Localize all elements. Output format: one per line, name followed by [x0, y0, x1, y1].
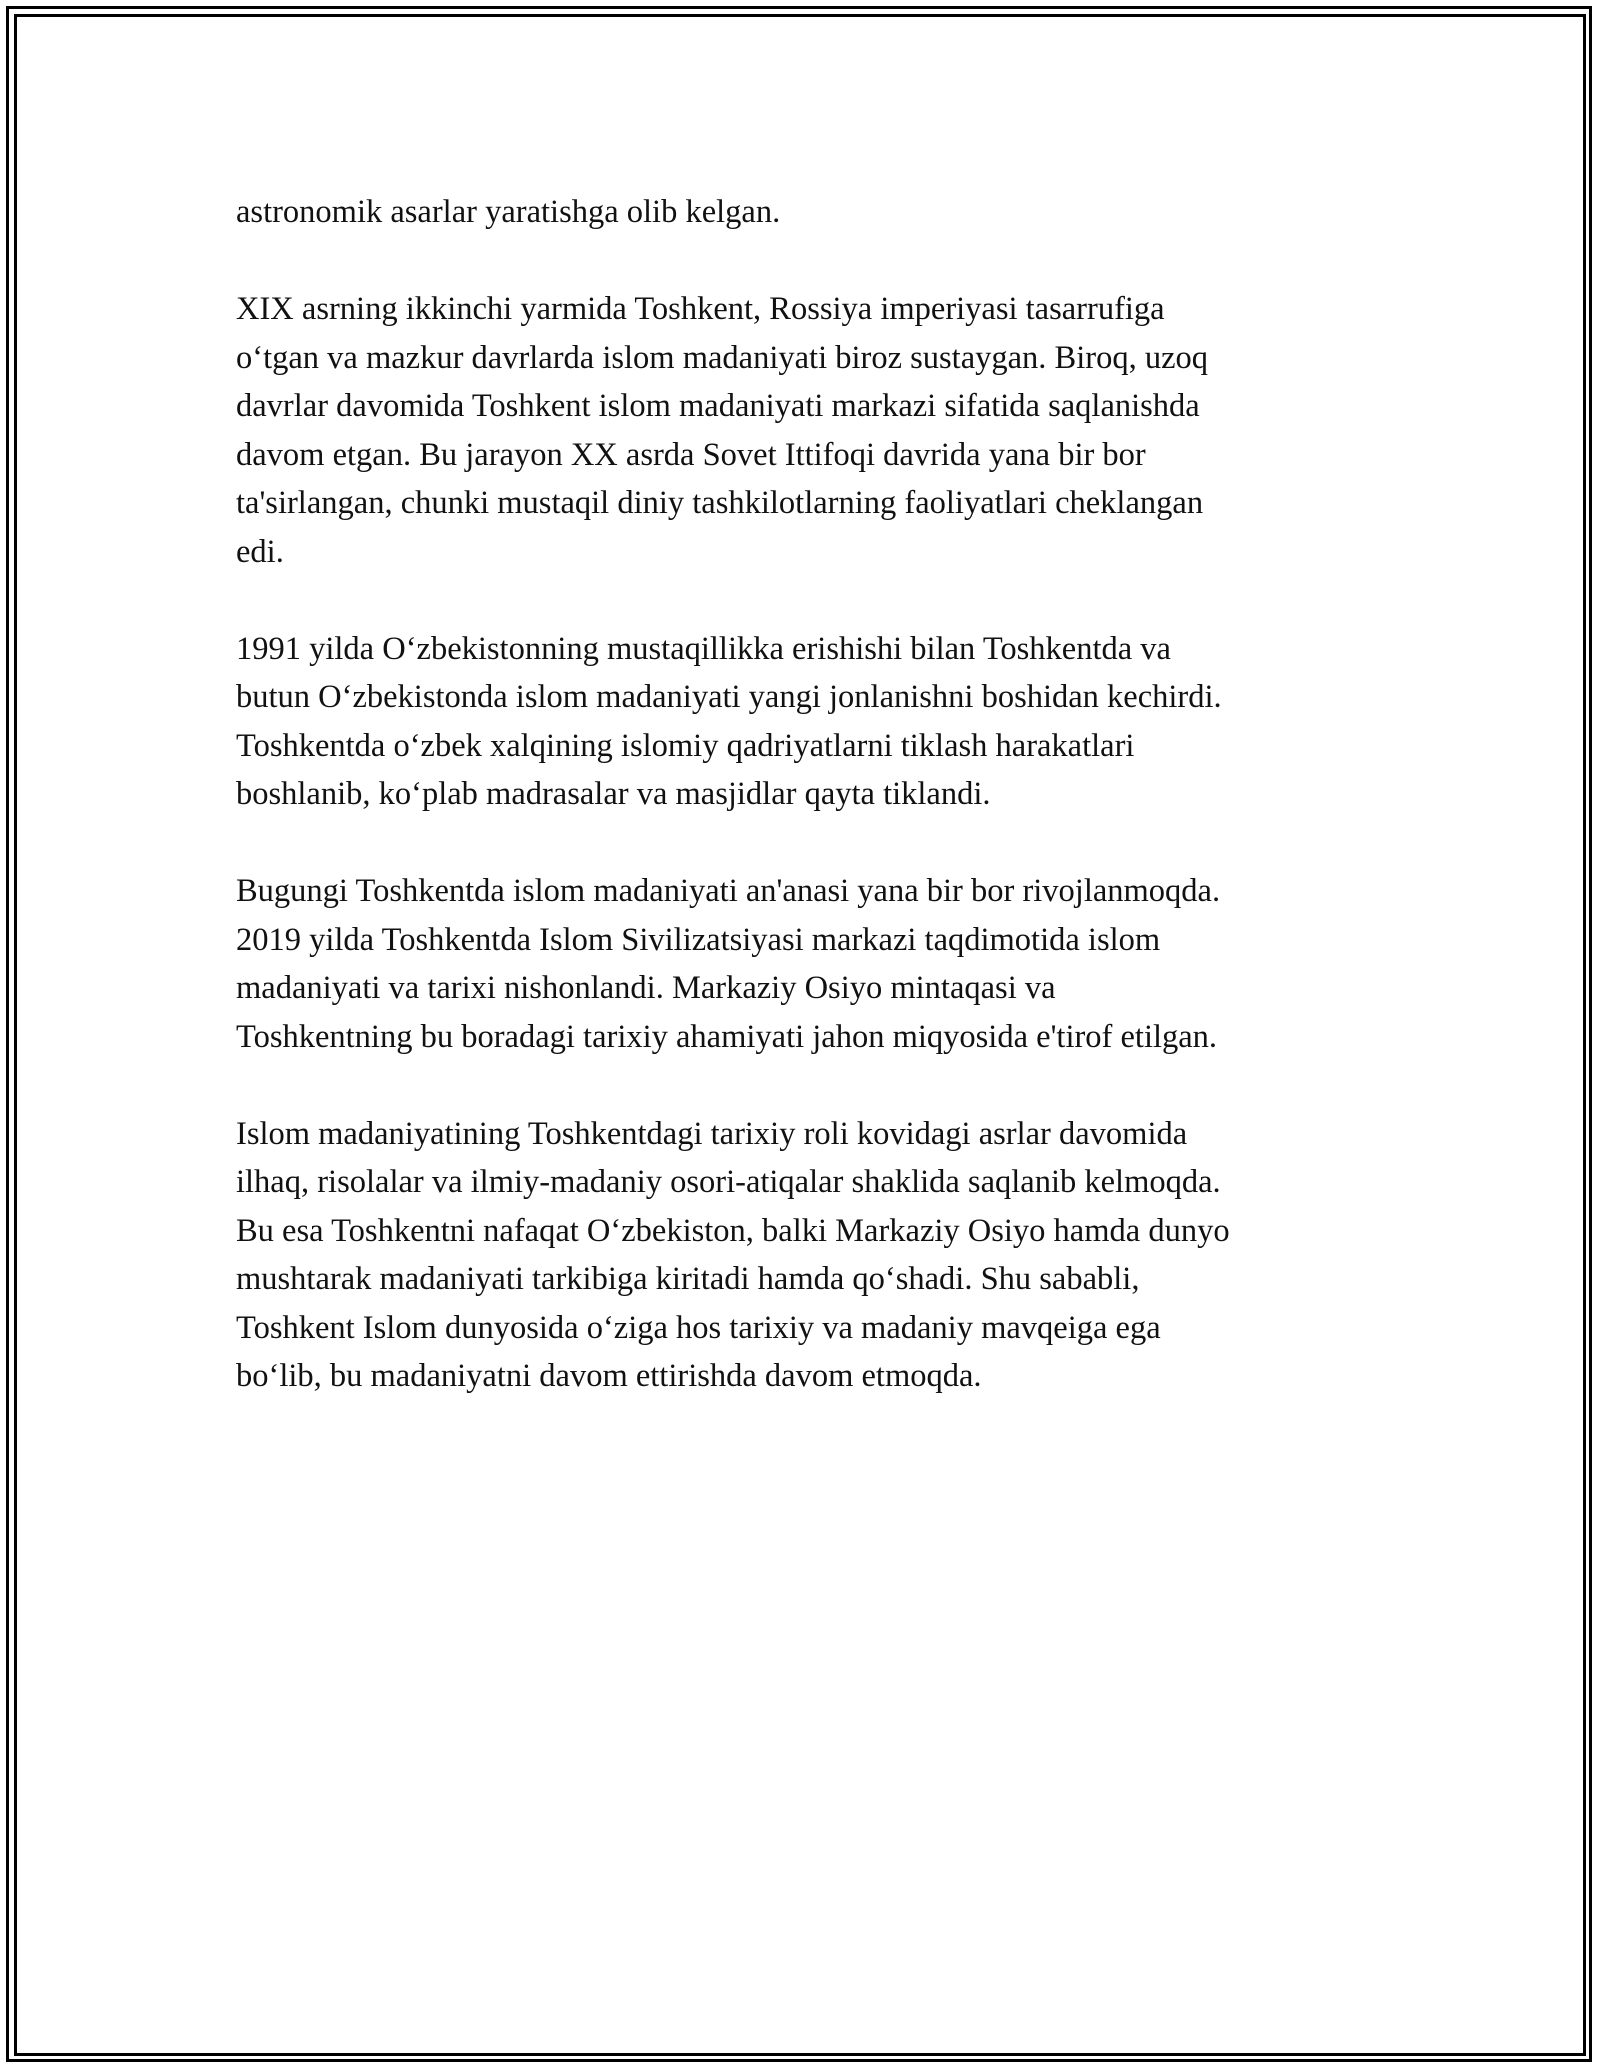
- document-body: [236, 188, 1386, 1449]
- paragraph-5: Islom madaniyatining Toshkentdagi tarixiy roli kovidagi asrlar davomida ilhaq, risolalar va ilmiy-madaniy osori-atiqalar shaklida saqlanib kelmoqda. Bu esa Toshkentni nafaqat O‘zbekiston, balki Markaziy Osiyo hamda dunyo mushtarak madaniyati tarkibiga kiritadi hamda qo‘shadi. Shu sababli, Toshkent Islom dunyosida o‘ziga hos tarixiy va madaniy mavqeiga ega bo‘lib, bu madaniyatni davom ettirishda davom etmoqda.: [236, 1115, 1230, 1394]
- paragraph-1: astronomik asarlar yaratishga olib kelgan.: [236, 194, 781, 230]
- paragraph-3: 1991 yilda O‘zbekistonning mustaqillikka erishishi bilan Toshkentda va butun O‘zbekistonda islom madaniyati yangi jonlanishni boshidan kechirdi. Toshkentda o‘zbek xalqining islomiy qadriyatlarni tiklash harakatlari boshlanib, ko‘plab madrasalar va masjidlar qayta tiklandi.: [236, 630, 1222, 812]
- paragraph-2: XIX asrning ikkinchi yarmida Toshkent, Rossiya imperiyasi tasarrufiga o‘tgan va mazkur davrlarda islom madaniyati biroz sustaygan. Biroq, uzoq davrlar davomida Toshkent islom madaniyati markazi sifatida saqlanishda davom etgan. Bu jarayon XX asrda Sovet Ittifoqi davrida yana bir bor ta'sirlangan, chunki mustaqil diniy tashkilotlarning faoliyatlari cheklangan edi.: [236, 291, 1209, 570]
- paragraph-4: Bugungi Toshkentda islom madaniyati an'anasi yana bir bor rivojlanmoqda. 2019 yilda Toshkentda Islom Sivilizatsiyasi markazi taqdimotida islom madaniyati va tarixi nishonlandi. Markaziy Osiyo mintaqasi va Toshkentning bu boradagi tarixiy ahamiyati jahon miqyosida e'tirof etilgan.: [236, 873, 1221, 1055]
